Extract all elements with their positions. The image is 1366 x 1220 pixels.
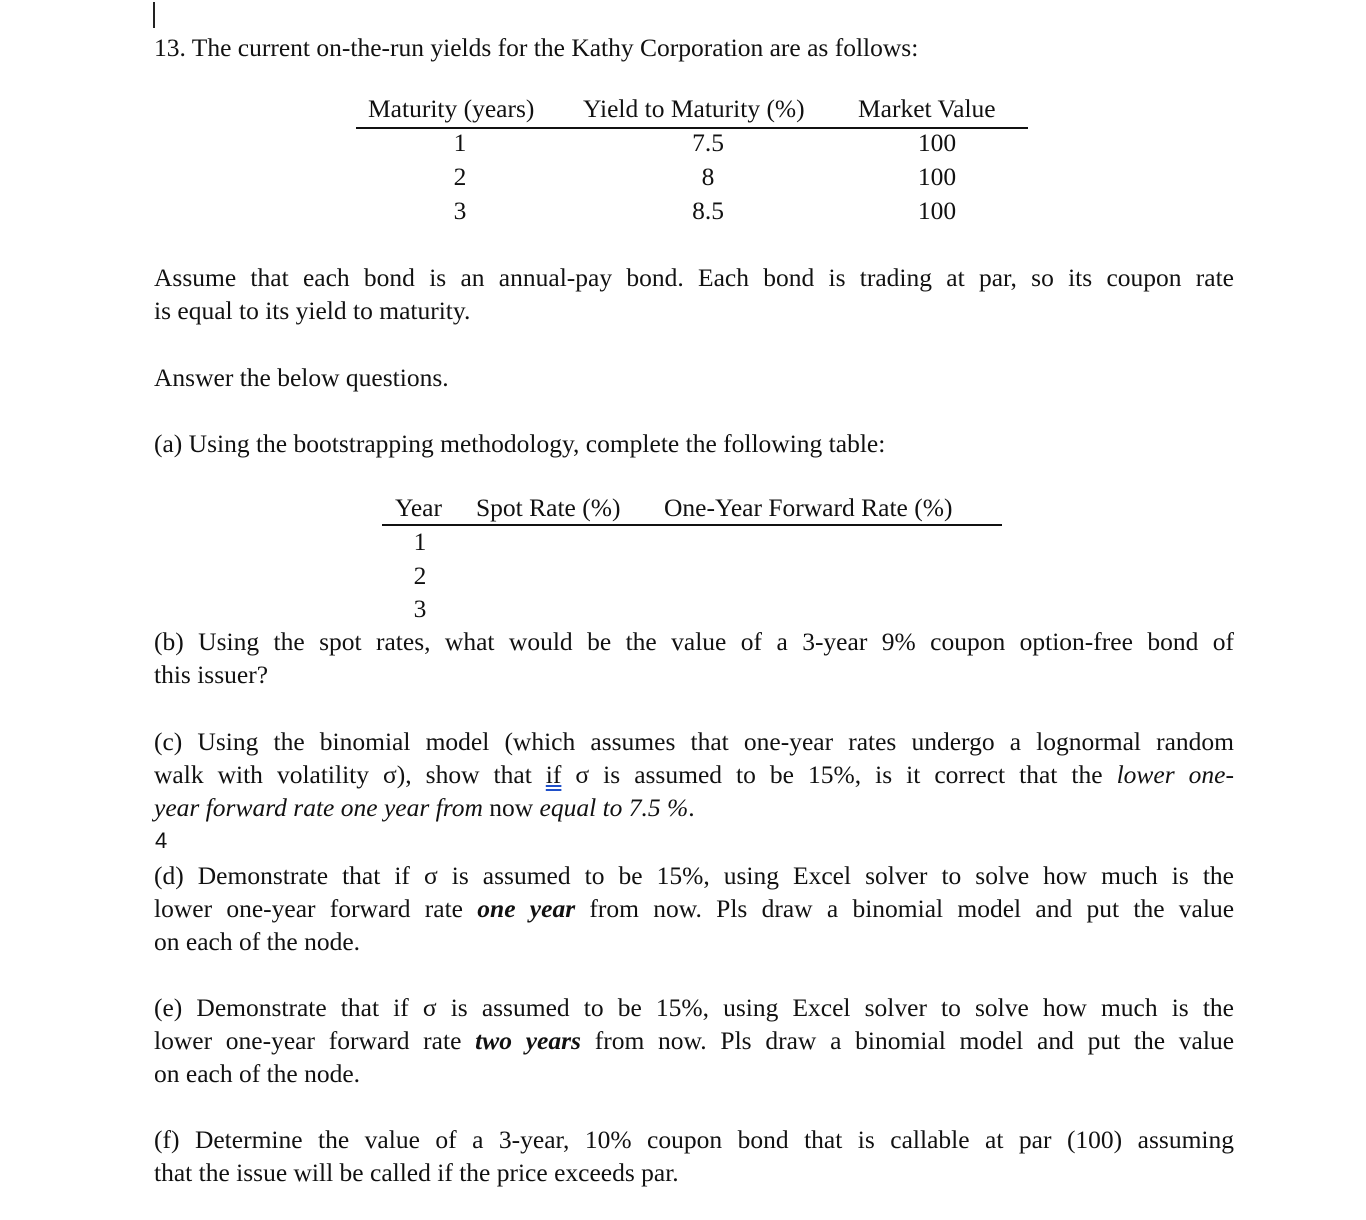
text-run: from now. Pls draw a binomial model and put the value	[580, 1026, 1235, 1055]
header-year: Year	[395, 493, 442, 522]
part-d-line-1: (d) Demonstrate that if σ is assumed to be 15%, using Excel solver to solve how much is the	[154, 861, 1234, 890]
spot-header-rule	[382, 524, 1002, 526]
text-run: .	[688, 793, 695, 822]
text-run: σ is assumed to be 15%, is it correct that the	[561, 760, 1117, 789]
italic-run: equal to 7.5 %	[539, 793, 689, 822]
answer-prompt: Answer the below questions.	[154, 363, 449, 392]
part-b	[154, 625, 1234, 691]
text-run: from now. Pls draw a binomial model and put the value	[575, 894, 1235, 923]
table-cell: 2	[413, 561, 427, 590]
part-f	[154, 1123, 1234, 1189]
underlined-if: if	[545, 760, 562, 789]
question-title: 13. The current on-the-run yields for the Kathy Corporation are as follows:	[154, 33, 919, 62]
part-c-line-1: (c) Using the binomial model (which assumes that one-year rates undergo a lognormal random	[154, 727, 1234, 756]
header-forward-rate: One-Year Forward Rate (%)	[664, 493, 953, 522]
table-cell: 2	[453, 162, 467, 191]
assumption-paragraph	[154, 261, 1234, 327]
part-c	[154, 725, 1234, 824]
part-d-line-3: on each of the node.	[154, 927, 361, 956]
table-cell: 100	[917, 196, 957, 225]
part-e-line-3: on each of the node.	[154, 1059, 361, 1088]
table-cell: 3	[413, 594, 427, 623]
text-cursor	[153, 2, 155, 28]
part-e-line-1: (e) Demonstrate that if σ is assumed to be 15%, using Excel solver to solve how much is the	[154, 993, 1234, 1022]
table-cell: 8.5	[692, 196, 724, 225]
part-f-line-1: (f) Determine the value of a 3-year, 10% coupon bond that is callable at par (100) assuming	[154, 1125, 1234, 1154]
text-run: walk with volatility σ), show that	[154, 760, 546, 789]
table-cell: 1	[453, 128, 467, 157]
table-cell: 7.5	[692, 128, 724, 157]
part-d-line-2	[154, 892, 1234, 925]
text-run: lower one-year forward rate	[154, 894, 478, 923]
part-a: (a) Using the bootstrapping methodology, complete the following table:	[154, 429, 886, 458]
header-maturity: Maturity (years)	[368, 94, 535, 123]
header-market-value: Market Value	[858, 94, 996, 123]
text-run: lower one-year forward rate	[154, 1026, 476, 1055]
assumption-line-1: Assume that each bond is an annual-pay bond. Each bond is trading at par, so its coupon rate	[154, 263, 1234, 292]
bold-italic-run: one year	[477, 894, 576, 923]
header-spot-rate: Spot Rate (%)	[476, 493, 621, 522]
text-run: now	[482, 793, 540, 822]
stray-number: 4	[155, 828, 168, 853]
italic-run: year forward rate one year from	[154, 793, 483, 822]
part-d	[154, 859, 1234, 958]
table-cell: 100	[917, 128, 957, 157]
table-cell: 8	[701, 162, 715, 191]
part-f-line-2: that the issue will be called if the price exceeds par.	[154, 1158, 679, 1187]
assumption-line-2: is equal to its yield to maturity.	[154, 296, 471, 325]
table-cell: 100	[917, 162, 957, 191]
part-b-line-2: this issuer?	[154, 660, 269, 689]
part-e-line-2	[154, 1024, 1234, 1057]
part-c-line-3	[154, 791, 1234, 824]
table-cell: 3	[453, 196, 467, 225]
part-b-line-1: (b) Using the spot rates, what would be the value of a 3-year 9% coupon option-free bond of	[154, 627, 1234, 656]
table-cell: 1	[413, 527, 427, 556]
header-yield: Yield to Maturity (%)	[583, 94, 805, 123]
bold-italic-run: two years	[475, 1026, 581, 1055]
part-e	[154, 991, 1234, 1090]
part-c-line-2	[154, 758, 1234, 791]
italic-run: lower one-	[1116, 760, 1234, 789]
